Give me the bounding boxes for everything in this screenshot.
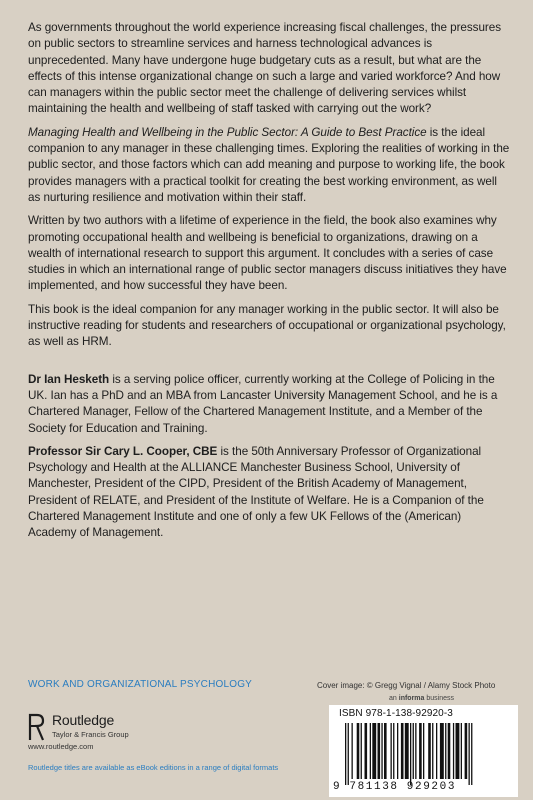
- routledge-r-icon: [28, 712, 46, 742]
- publisher-group: Taylor & Francis Group: [52, 730, 129, 739]
- author-name-2: Professor Sir Cary L. Cooper, CBE: [28, 444, 218, 458]
- isbn-label: ISBN 978-1-138-92920-3: [339, 708, 453, 719]
- ebook-note: Routledge titles are available as eBook editions in a range of digital formats: [28, 763, 279, 772]
- cover-credit: Cover image: © Gregg Vignal / Alamy Stock Photo: [317, 681, 496, 690]
- author-bio-2: [28, 444, 510, 542]
- blurb: [28, 20, 510, 549]
- publisher-name: Routledge: [52, 712, 115, 728]
- barcode-panel: [329, 705, 518, 797]
- book-title: Managing Health and Wellbeing in the Public Sector: A Guide to Best Practice: [28, 125, 427, 139]
- informa-suffix: business: [426, 695, 455, 702]
- blurb-paragraph-2-text: is the ideal companion to any manager in these challenging times. Exploring the realities of working in the public sector, and those factors which can add meaning and purpose to working life, the book provides managers with a practical toolkit for creating the best working environment, as well as nurturing resilience and motivation within their staff.: [28, 125, 510, 204]
- barcode-icon: [345, 723, 511, 785]
- informa-business-line: [389, 695, 454, 702]
- author-name-1: Dr Ian Hesketh: [28, 372, 110, 386]
- barcode-digits: 9 781138 929203: [333, 781, 457, 793]
- publisher-url: www.routledge.com: [28, 742, 94, 751]
- blurb-paragraph-3: Written by two authors with a lifetime of experience in the field, the book also examines why promoting occupational health and wellbeing is beneficial to organizations, drawing on a wealth of international research to support this argument. It concludes with a series of case studies in which an international range of public sector managers discuss initiatives they have implemented, and how successful they have been.: [28, 214, 507, 293]
- blurb-paragraph-2: [28, 125, 510, 206]
- blurb-paragraph-1: As governments throughout the world experience increasing fiscal challenges, the pressures on public sectors to streamline services and harness technological advances is unprecedented. Many have undergone huge budgetary cuts as a result, but what are the effects of this intense organizational change on such a large and varied workforce? And how can managers within the public sector meet the challenge of delivering services whilst maintaining the health and wellbeing of staff tasked with carrying out the work?: [28, 21, 502, 116]
- informa-brand: informa: [398, 695, 425, 702]
- author-bio-1: [28, 372, 510, 437]
- author-bio-text-2: is the 50th Anniversary Professor of Organizational Psychology and Health at the ALLIANCE Manchester Business School, University of Manchester, President of the CIPD, President of the British Academy of Management, President of RELATE, and President of the Institute of Welfare. He is a Companion of the Chartered Management Institute and one of only a few UK Fellows of the (American) Academy of Management.: [28, 444, 484, 540]
- author-bio-text-1: is a serving police officer, currently working at the College of Policing in the UK. Ian has a PhD and an MBA from Lancaster University Management School, and he is a Chartered Manager, Fellow of the Chartered Management Institute, and a Member of the Society for Education and Training.: [28, 372, 498, 435]
- series-name: WORK AND ORGANIZATIONAL PSYCHOLOGY: [28, 679, 253, 690]
- informa-prefix: an: [389, 695, 397, 702]
- blurb-paragraph-4: This book is the ideal companion for any manager working in the public sector. It will also be instructive reading for students and researchers of occupational or organizational psychology, as well as HRM.: [28, 302, 506, 349]
